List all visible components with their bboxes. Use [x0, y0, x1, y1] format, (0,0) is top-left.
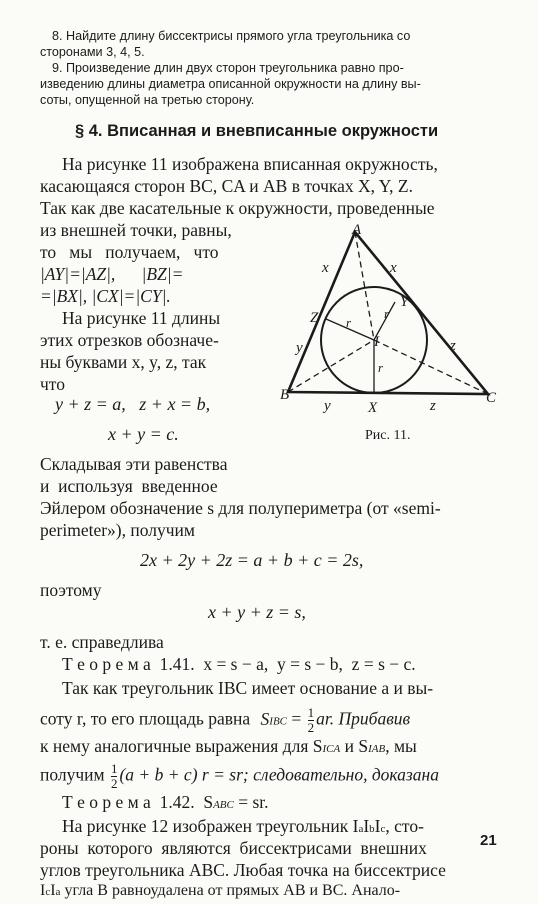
poetomu-text: поэтому	[40, 580, 102, 600]
label-x-ab: x	[322, 260, 329, 276]
bisector-c	[374, 340, 488, 394]
label-r-z: r	[346, 315, 352, 330]
theorem-1-41: Т е о р е м а 1.41. x = s − a, y = s − b, z = s − c.	[62, 654, 416, 674]
equation-2: x + y = c.	[108, 424, 179, 444]
label-r-x: r	[378, 360, 384, 375]
para3-line2: и используя введенное	[40, 476, 218, 496]
equation-3: 2x + 2y + 2z = a + b + c = 2s,	[140, 550, 364, 570]
para1-line1: На рисунке 11 изображена вписанная окружность,	[62, 154, 438, 174]
label-r-y: r	[384, 306, 390, 321]
para4-line2: соту r, то его площадь равна SIBC = $\frac{1}{2}$ ar. Прибавив	[40, 705, 411, 735]
vertex-a-label: A	[352, 222, 362, 238]
para2-line3: ны буквами x, y, z, так	[40, 352, 207, 372]
para1-line6: |AY|=|AZ|, |BZ|=	[40, 264, 184, 284]
page-number: 21	[480, 832, 497, 849]
para1-line3: Так как две касательные к окружности, проведенные	[40, 198, 435, 218]
label-z-bc: z	[430, 398, 436, 414]
para1-line7: =|BX|, |CX|=|CY|.	[40, 286, 171, 306]
point-x-label: X	[368, 400, 378, 416]
para5-line4: IcIa угла B равноудалена от прямых AB и BC. Анало-	[40, 882, 401, 899]
label-y-ab: y	[296, 340, 303, 356]
para1-line5: то мы получаем, что	[40, 242, 219, 262]
point-y-label: Y	[400, 294, 409, 310]
para3-line1: Складывая эти равенства	[40, 454, 228, 474]
bisector-a	[355, 232, 374, 340]
equation-4: x + y + z = s,	[208, 602, 306, 622]
para2-line1: На рисунке 11 длины	[62, 308, 221, 328]
para1-line2: касающаяся сторон BC, CA и AB в точках X, Y, Z.	[40, 176, 413, 196]
para1-line4: из внешней точки, равны,	[40, 220, 232, 240]
problem-8-line1: 8. Найдите длину биссектрисы прямого угла треугольника со	[52, 29, 411, 43]
para4-line1: Так как треугольник IBC имеет основание a и вы-	[62, 678, 434, 698]
label-y-bc: y	[324, 398, 331, 414]
para2-line4: что	[40, 374, 65, 394]
problem-9-line1: 9. Произведение длин двух сторон треугольника равно про-	[52, 61, 404, 75]
point-z-label: Z	[310, 310, 319, 326]
te-text: т. е. справедлива	[40, 632, 164, 652]
figure-11	[270, 222, 510, 444]
problem-9-line3: соты, опущенной на третью сторону.	[40, 93, 255, 107]
figure-caption: Рис. 11.	[365, 428, 411, 443]
incenter-label: I	[374, 334, 379, 350]
para2-line2: этих отрезков обозначе-	[40, 330, 219, 350]
label-x-ac: x	[390, 260, 397, 276]
para5-line3: углов треугольника ABC. Любая точка на биссектрисе	[40, 860, 446, 880]
para4-line4: получим $\frac{1}{2}$ (a + b + c) r = sr; следовательно, доказана	[40, 761, 439, 791]
para5-line2: роны которого являются биссектрисами внешних	[40, 838, 427, 858]
vertex-b-label: B	[280, 387, 290, 403]
theorem-1-42: Т е о р е м а 1.42. SABC = sr.	[62, 792, 269, 812]
label-z-ac: z	[450, 338, 456, 354]
para5-line1: На рисунке 12 изображен треугольник IaIbIc, сто-	[62, 816, 424, 836]
para4-line3: к нему аналогичные выражения для SICA и SIAB, мы	[40, 736, 417, 756]
equation-1: y + z = a, z + x = b,	[55, 394, 211, 414]
para3-line3: Эйлером обозначение s для полупериметра (от «semi-	[40, 498, 441, 518]
problem-8-line2: сторонами 3, 4, 5.	[40, 45, 145, 59]
section-heading: § 4. Вписанная и вневписанные окружности	[75, 122, 439, 140]
problem-9-line2: изведению длины диаметра описанной окружности на длину вы-	[40, 77, 421, 91]
vertex-c-label: C	[486, 390, 497, 406]
para3-line4: perimeter»), получим	[40, 520, 195, 540]
